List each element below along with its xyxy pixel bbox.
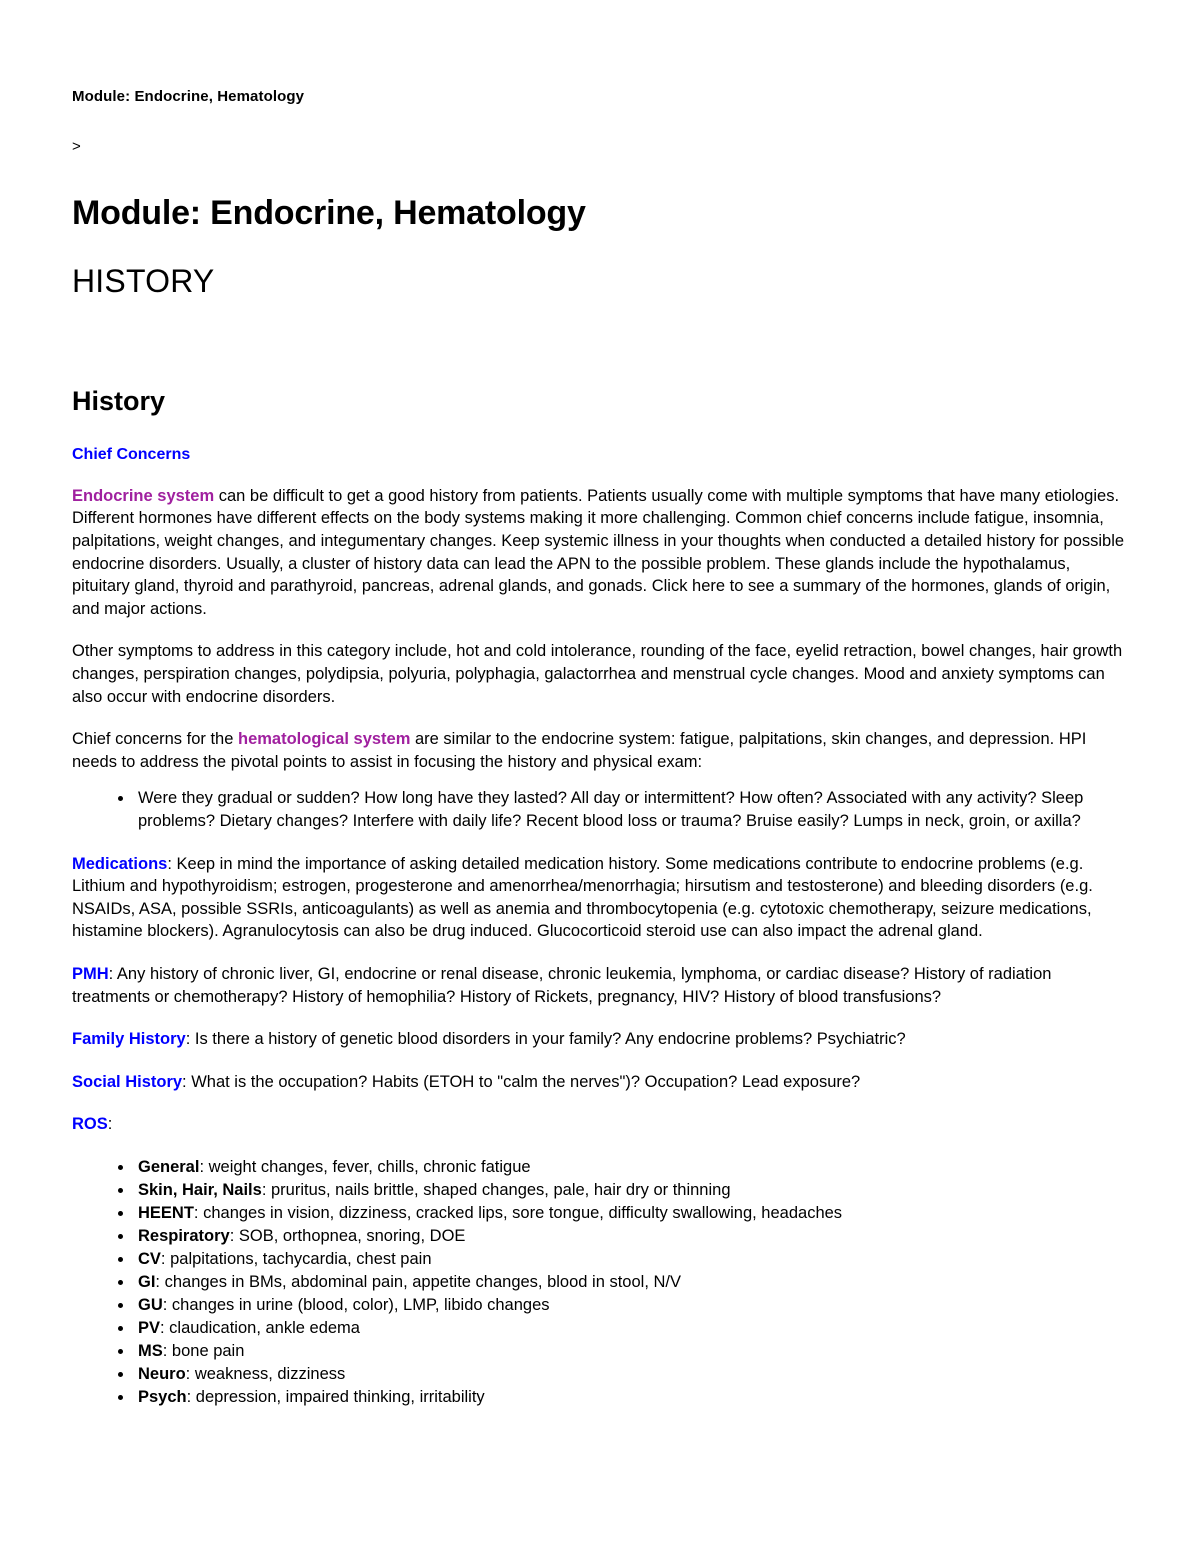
ros-system-findings: : weakness, dizziness bbox=[185, 1364, 346, 1383]
family-history-text: : Is there a history of genetic blood disorders in your family? Any endocrine problems? Psychiatric? bbox=[185, 1030, 906, 1049]
pmh-label: PMH bbox=[72, 964, 109, 983]
ros-system-label: CV bbox=[138, 1249, 161, 1268]
ros-system-findings: : palpitations, tachycardia, chest pain bbox=[160, 1249, 432, 1268]
endocrine-system-emphasis: Endocrine system bbox=[72, 486, 215, 505]
medications-text: : Keep in mind the importance of asking detailed medication history. Some medications contribute to endocrine problems (e.g. Lithium and hypothyroidism; estrogen, progesterone and amenorrhea/menorrhagia; hirsutism and testosterone) and bleeding disorders (e.g. NSAIDs, ASA, possible SSRIs, anticoagulants) as well as anemia and thrombocytopenia (e.g. cytotoxic chemotherapy, seizure medications, histamine blockers). Agranulocytosis can also be drug induced. Glucocorticoid steroid use can also impact the adrenal gland. bbox=[72, 854, 1093, 941]
ros-system-label: Neuro bbox=[138, 1364, 186, 1383]
list-item bbox=[134, 1248, 1130, 1271]
list-item bbox=[134, 1317, 1130, 1340]
ros-system-label: HEENT bbox=[138, 1203, 194, 1222]
para3-suffix: are similar to the endocrine system: fatigue, palpitations, skin changes, and depression. HPI needs to address the pivotal points to assist in focusing the history and physical exam: bbox=[72, 730, 1087, 771]
hpi-bullet-list bbox=[72, 787, 1130, 832]
para3-prefix: Chief concerns for the bbox=[72, 730, 238, 749]
ros-system-label: GU bbox=[138, 1295, 163, 1314]
list-item bbox=[134, 1340, 1130, 1363]
ros-system-label: General bbox=[138, 1157, 200, 1176]
ros-list bbox=[72, 1156, 1130, 1409]
ros-system-findings: : changes in urine (blood, color), LMP, libido changes bbox=[162, 1295, 550, 1314]
ros-colon: : bbox=[107, 1115, 113, 1134]
pmh-paragraph bbox=[72, 963, 1130, 1008]
chief-concerns-paragraph-3 bbox=[72, 728, 1130, 773]
ros-system-findings: : changes in vision, dizziness, cracked lips, sore tongue, difficulty swallowing, headaches bbox=[193, 1203, 843, 1222]
medications-paragraph bbox=[72, 853, 1130, 943]
page-title: Module: Endocrine, Hematology bbox=[72, 194, 586, 232]
ros-system-findings: : changes in BMs, abdominal pain, appetite changes, blood in stool, N/V bbox=[155, 1272, 681, 1291]
ros-system-findings: : bone pain bbox=[162, 1341, 245, 1360]
hematological-system-emphasis: hematological system bbox=[238, 730, 411, 749]
list-item bbox=[134, 1294, 1130, 1317]
ros-heading bbox=[72, 1113, 1130, 1136]
list-item bbox=[134, 1156, 1130, 1179]
ros-system-findings: : depression, impaired thinking, irritability bbox=[186, 1387, 485, 1406]
ros-system-label: Psych bbox=[138, 1387, 187, 1406]
page-subtitle: HISTORY bbox=[72, 262, 215, 299]
ros-system-label: Skin, Hair, Nails bbox=[138, 1180, 262, 1199]
chief-concerns-label: Chief Concerns bbox=[72, 445, 191, 463]
document-header-line: Module: Endocrine, Hematology bbox=[72, 88, 305, 105]
ros-system-label: MS bbox=[138, 1341, 163, 1360]
ros-system-findings: : weight changes, fever, chills, chronic fatigue bbox=[199, 1157, 531, 1176]
chief-concerns-paragraph-1-text: can be difficult to get a good history from patients. Patients usually come with multiple symptoms that have many etiologies. Different hormones have different effects on the body systems making it more challenging. Common chief concerns include fatigue, insomnia, palpitations, weight changes, and integumentary changes. Keep systemic illness in your thoughts when conducted a detailed history for possible endocrine disorders. Usually, a cluster of history data can lead the APN to the possible problem. These glands include the hypothalamus, pituitary gland, thyroid and parathyroid, pancreas, adrenal glands, and gonads. Click here to see a summary of the hormones, glands of origin, and major actions. bbox=[72, 486, 1125, 618]
medications-label: Medications bbox=[72, 854, 168, 873]
social-history-label: Social History bbox=[72, 1072, 183, 1091]
list-item bbox=[134, 1179, 1130, 1202]
list-item bbox=[134, 1363, 1130, 1386]
ros-label: ROS bbox=[72, 1115, 108, 1134]
list-item bbox=[134, 1271, 1130, 1294]
ros-system-findings: : pruritus, nails brittle, shaped changes, pale, hair dry or thinning bbox=[261, 1180, 731, 1199]
ros-system-label: Respiratory bbox=[138, 1226, 230, 1245]
list-item bbox=[134, 1202, 1130, 1225]
breadcrumb: > bbox=[72, 138, 81, 155]
pmh-text: : Any history of chronic liver, GI, endocrine or renal disease, chronic leukemia, lymphoma, or cardiac disease? History of radiation treatments or chemotherapy? History of hemophilia? History of Rickets, pregnancy, HIV? History of blood transfusions? bbox=[72, 964, 1052, 1006]
ros-system-label: PV bbox=[138, 1318, 161, 1337]
list-item: • Were they gradual or sudden? How long have they lasted? All day or intermittent? How often? Associated with any activity? Sleep problems? Dietary changes? Interfere with daily life? Recent blood loss or trauma? Bruise easily? Lumps in neck, groin, or axilla? bbox=[134, 787, 1130, 832]
ros-system-label: GI bbox=[138, 1272, 156, 1291]
social-history-paragraph bbox=[72, 1071, 1130, 1094]
ros-system-findings: : SOB, orthopnea, snoring, DOE bbox=[229, 1226, 466, 1245]
section-heading-history: History bbox=[72, 385, 166, 416]
social-history-text: : What is the occupation? Habits (ETOH to "calm the nerves")? Occupation? Lead exposure? bbox=[182, 1072, 861, 1091]
ros-system-findings: : claudication, ankle edema bbox=[160, 1318, 360, 1337]
list-item bbox=[134, 1225, 1130, 1248]
family-history-paragraph bbox=[72, 1028, 1130, 1051]
list-item bbox=[134, 1386, 1130, 1409]
chief-concerns-paragraph-2: Other symptoms to address in this category include, hot and cold intolerance, rounding of the face, eyelid retraction, bowel changes, hair growth changes, perspiration changes, polydipsia, polyuria, polyphagia, galactorrhea and menstrual cycle changes. Mood and anxiety symptoms can also occur with endocrine disorders. bbox=[72, 642, 1123, 706]
family-history-label: Family History bbox=[72, 1030, 186, 1049]
chief-concerns-heading bbox=[72, 445, 1130, 465]
chief-concerns-paragraph-1 bbox=[72, 485, 1130, 621]
